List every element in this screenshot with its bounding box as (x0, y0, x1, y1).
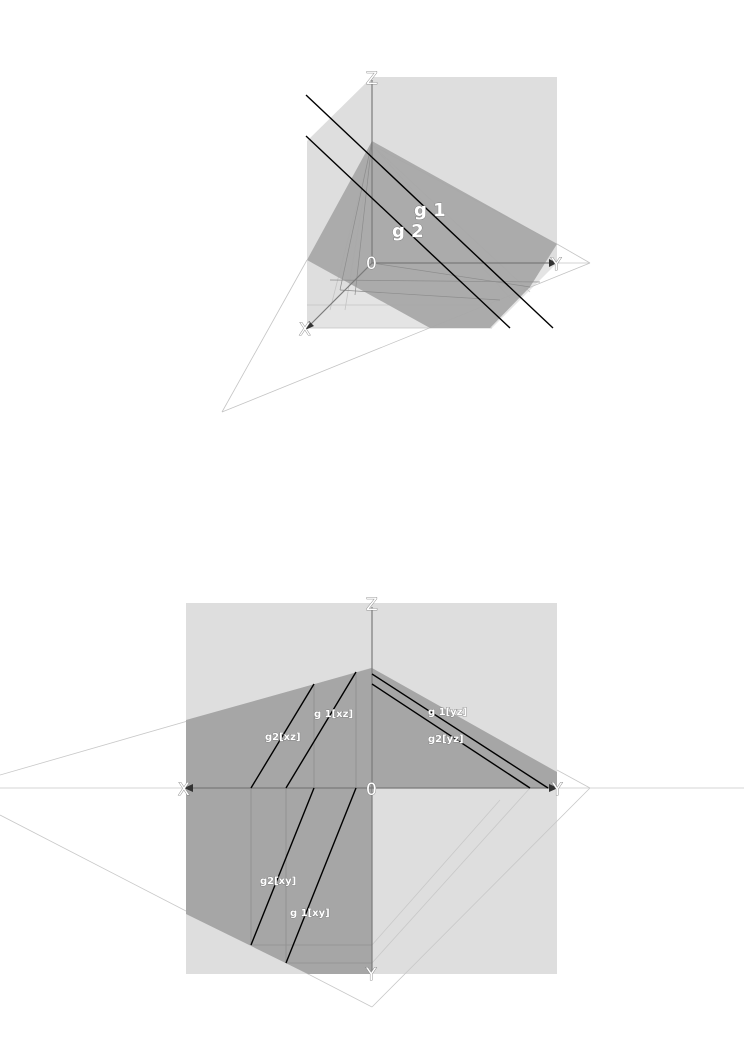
axis-label-y-down: Y (366, 965, 377, 985)
axis-label-x-ortho: X (178, 780, 190, 800)
axis-label-x: X (299, 320, 311, 340)
orthographic-view (0, 595, 744, 1007)
axis-label-z: Z (366, 69, 378, 89)
axis-label-y: Y (551, 255, 562, 275)
label-g2-yz: g2[yz] (428, 734, 464, 745)
label-g1: g 1 (414, 200, 446, 221)
axis-label-z-ortho: Z (366, 595, 378, 615)
label-g1-yz: g 1[yz] (428, 707, 468, 718)
axonometric-view (222, 69, 590, 412)
origin-label: 0 (366, 254, 377, 274)
origin-label-ortho: 0 (366, 780, 377, 800)
axis-label-y-right: Y (552, 780, 563, 800)
label-g1-xy: g 1[xy] (290, 908, 330, 919)
label-g2-xy: g2[xy] (260, 876, 297, 887)
label-g2: g 2 (392, 221, 424, 242)
label-g1-xz: g 1[xz] (314, 709, 354, 720)
label-g2-xz: g2[xz] (265, 732, 301, 743)
